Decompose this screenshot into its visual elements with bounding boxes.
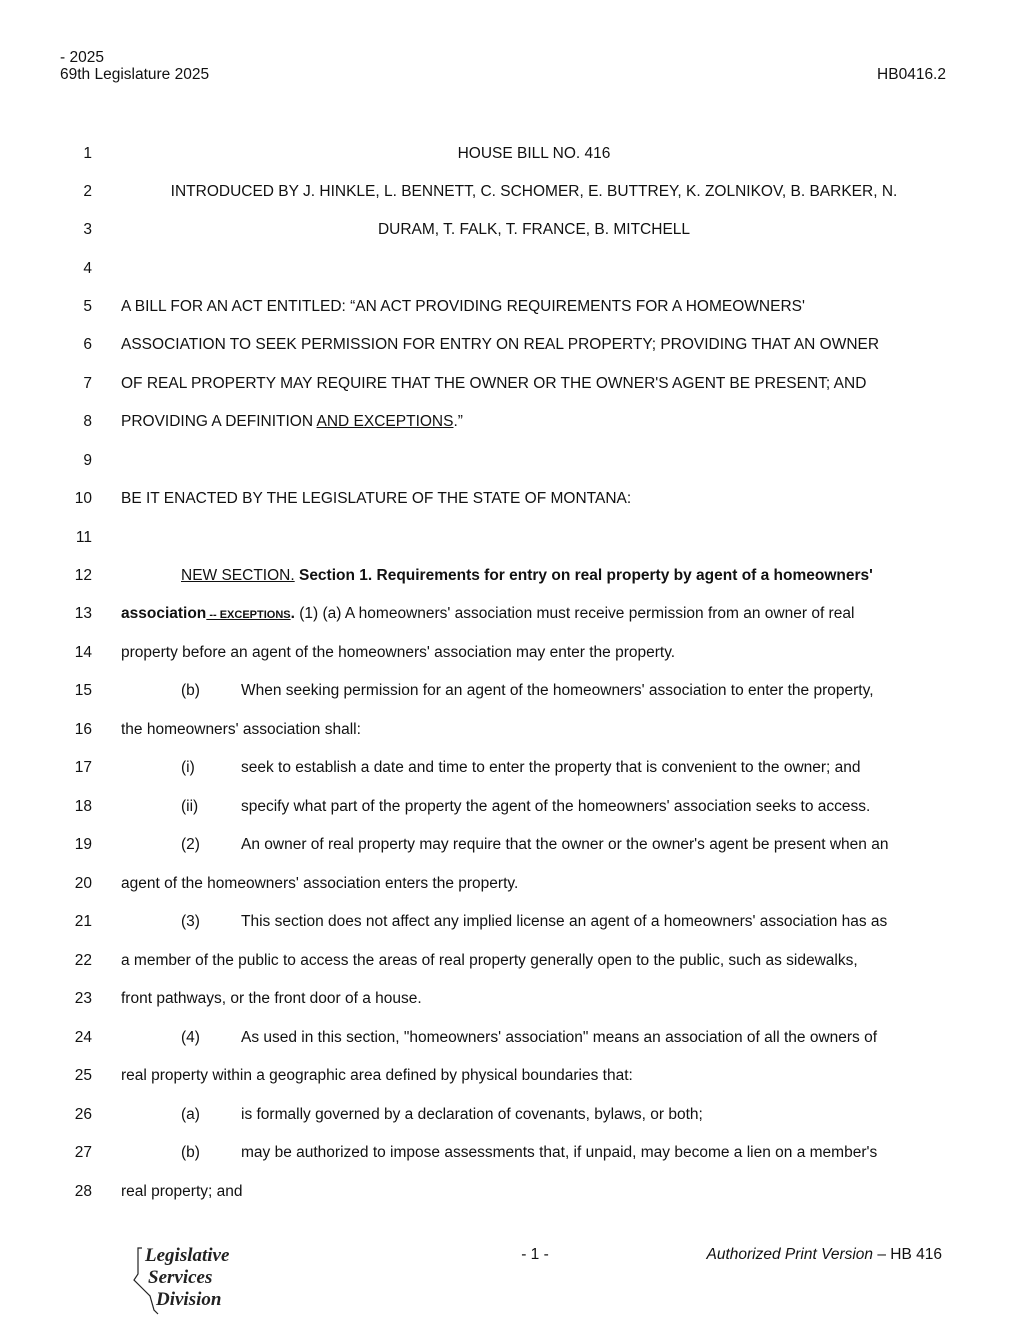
section-text: agent of the homeowners' association enters the property.	[121, 875, 519, 892]
new-section-marker: NEW SECTION.	[181, 567, 295, 584]
line-number: 23	[74, 990, 92, 1007]
line-number: 17	[74, 759, 92, 776]
section-text: As used in this section, "homeowners' association" means an association of all the owners of	[241, 1029, 878, 1046]
line-24	[0, 1026, 1024, 1050]
logo-word-services: Services	[148, 1267, 213, 1288]
line-22	[0, 949, 1024, 973]
subsection-label: (ii)	[181, 798, 199, 815]
line-12	[0, 564, 1024, 588]
logo-word-legislative: Legislative	[145, 1245, 230, 1266]
line-number: 16	[74, 721, 92, 738]
section-text-part: (1) (a) A homeowners' association must receive permission from an owner of real	[294, 605, 855, 622]
line-number: 9	[83, 452, 92, 469]
line-number: 11	[75, 529, 92, 546]
section-text: front pathways, or the front door of a house.	[121, 990, 422, 1007]
section-text: seek to establish a date and time to enter the property that is convenient to the owner; and	[241, 759, 861, 776]
line-number: 13	[74, 605, 92, 622]
section-text: may be authorized to impose assessments that, if unpaid, may become a lien on a member's	[241, 1144, 878, 1161]
line-21	[0, 910, 1024, 934]
title-text	[121, 410, 947, 434]
line-28	[0, 1180, 1024, 1204]
line-3	[0, 218, 1024, 242]
line-number: 14	[74, 644, 92, 661]
section-heading-text: association	[121, 605, 207, 622]
enacting-clause: BE IT ENACTED BY THE LEGISLATURE OF THE STATE OF MONTANA:	[121, 490, 632, 507]
section-text: property before an agent of the homeowners' association may enter the property.	[121, 644, 676, 661]
page-number: - 1 -	[521, 1246, 549, 1263]
line-23	[0, 987, 1024, 1011]
line-8	[0, 410, 1024, 434]
title-text-part: .”	[453, 413, 463, 430]
line-number: 8	[83, 413, 92, 430]
subsection-label: (a)	[181, 1106, 200, 1123]
line-14	[0, 641, 1024, 665]
line-2	[0, 180, 1024, 204]
section-text: the homeowners' association shall:	[121, 721, 361, 738]
line-number: 25	[74, 1067, 92, 1084]
line-number: 27	[74, 1144, 92, 1161]
line-9	[0, 449, 1024, 473]
line-13	[0, 602, 1024, 626]
line-number: 3	[83, 221, 92, 238]
sponsors-line-2: DURAM, T. FALK, T. FRANCE, B. MITCHELL	[377, 221, 691, 238]
line-5	[0, 295, 1024, 319]
line-15	[0, 679, 1024, 703]
line-number: 28	[74, 1183, 92, 1200]
section-text: An owner of real property may require that the owner or the owner's agent be present when an	[241, 836, 889, 853]
line-number: 22	[74, 952, 92, 969]
line-11	[0, 526, 1024, 550]
authorized-print-italic: Authorized Print Version	[706, 1246, 874, 1263]
header-bill-id: HB0416.2	[877, 66, 946, 83]
header-legislature: 69th Legislature 2025	[60, 66, 210, 83]
header-session-suffix: - 2025	[60, 49, 104, 66]
line-1	[0, 142, 1024, 166]
section-text: is formally governed by a declaration of covenants, bylaws, or both;	[241, 1106, 703, 1123]
section-text: real property; and	[121, 1183, 243, 1200]
line-number: 2	[83, 183, 92, 200]
line-7	[0, 372, 1024, 396]
subsection-label: (3)	[181, 913, 200, 930]
line-16	[0, 718, 1024, 742]
authorized-print-bill: – HB 416	[873, 1246, 942, 1263]
section-text: When seeking permission for an agent of the homeowners' association to enter the property,	[241, 682, 874, 699]
section-text: This section does not affect any implied license an agent of a homeowners' association has as	[241, 913, 888, 930]
sponsors-line-1: INTRODUCED BY J. HINKLE, L. BENNETT, C. SCHOMER, E. BUTTREY, K. ZOLNIKOV, B. BARKER, N.	[170, 183, 898, 200]
logo-word-division: Division	[156, 1289, 222, 1310]
line-number: 6	[83, 336, 92, 353]
legislative-services-division-logo	[128, 1244, 258, 1316]
line-number: 7	[83, 375, 92, 392]
subsection-label: (2)	[181, 836, 200, 853]
bill-title: HOUSE BILL NO. 416	[457, 145, 611, 162]
header-left	[60, 49, 209, 83]
line-number: 26	[74, 1106, 92, 1123]
amendment-insertion: -- EXCEPTIONS	[206, 609, 291, 621]
line-number: 10	[74, 490, 92, 507]
line-18	[0, 795, 1024, 819]
line-number: 12	[74, 567, 92, 584]
line-number: 19	[74, 836, 92, 853]
title-text-part: PROVIDING A DEFINITION	[121, 413, 317, 430]
section-heading	[121, 564, 1007, 588]
line-number: 4	[83, 260, 92, 277]
title-text: A BILL FOR AN ACT ENTITLED: “AN ACT PROVIDING REQUIREMENTS FOR A HOMEOWNERS'	[121, 298, 805, 315]
line-20	[0, 872, 1024, 896]
line-number: 5	[83, 298, 92, 315]
line-number: 15	[74, 682, 92, 699]
line-19	[0, 833, 1024, 857]
authorized-print-label	[706, 1246, 942, 1264]
subsection-label: (i)	[181, 759, 195, 776]
section-text: real property within a geographic area defined by physical boundaries that:	[121, 1067, 633, 1084]
line-4	[0, 257, 1024, 281]
subsection-label: (b)	[181, 682, 200, 699]
line-number: 21	[74, 913, 92, 930]
section-heading-period: .	[290, 605, 295, 622]
line-27	[0, 1141, 1024, 1165]
section-text	[121, 602, 947, 627]
subsection-label: (4)	[181, 1029, 200, 1046]
section-text: a member of the public to access the areas of real property generally open to the public, such as sidewalks,	[121, 952, 858, 969]
line-number: 1	[83, 145, 92, 162]
subsection-label: (b)	[181, 1144, 200, 1161]
line-number: 18	[74, 798, 92, 815]
line-25	[0, 1064, 1024, 1088]
line-17	[0, 756, 1024, 780]
section-heading-text: Section 1. Requirements for entry on real property by agent of a homeowners'	[294, 567, 873, 584]
line-10	[0, 487, 1024, 511]
line-number: 20	[74, 875, 92, 892]
title-text: OF REAL PROPERTY MAY REQUIRE THAT THE OWNER OR THE OWNER'S AGENT BE PRESENT; AND	[121, 375, 867, 392]
section-text: specify what part of the property the agent of the homeowners' association seeks to access.	[241, 798, 871, 815]
line-6	[0, 333, 1024, 357]
line-26	[0, 1103, 1024, 1127]
title-text: ASSOCIATION TO SEEK PERMISSION FOR ENTRY ON REAL PROPERTY; PROVIDING THAT AN OWNER	[121, 336, 880, 353]
line-number: 24	[74, 1029, 92, 1046]
amendment-insertion: AND EXCEPTIONS	[316, 413, 454, 430]
